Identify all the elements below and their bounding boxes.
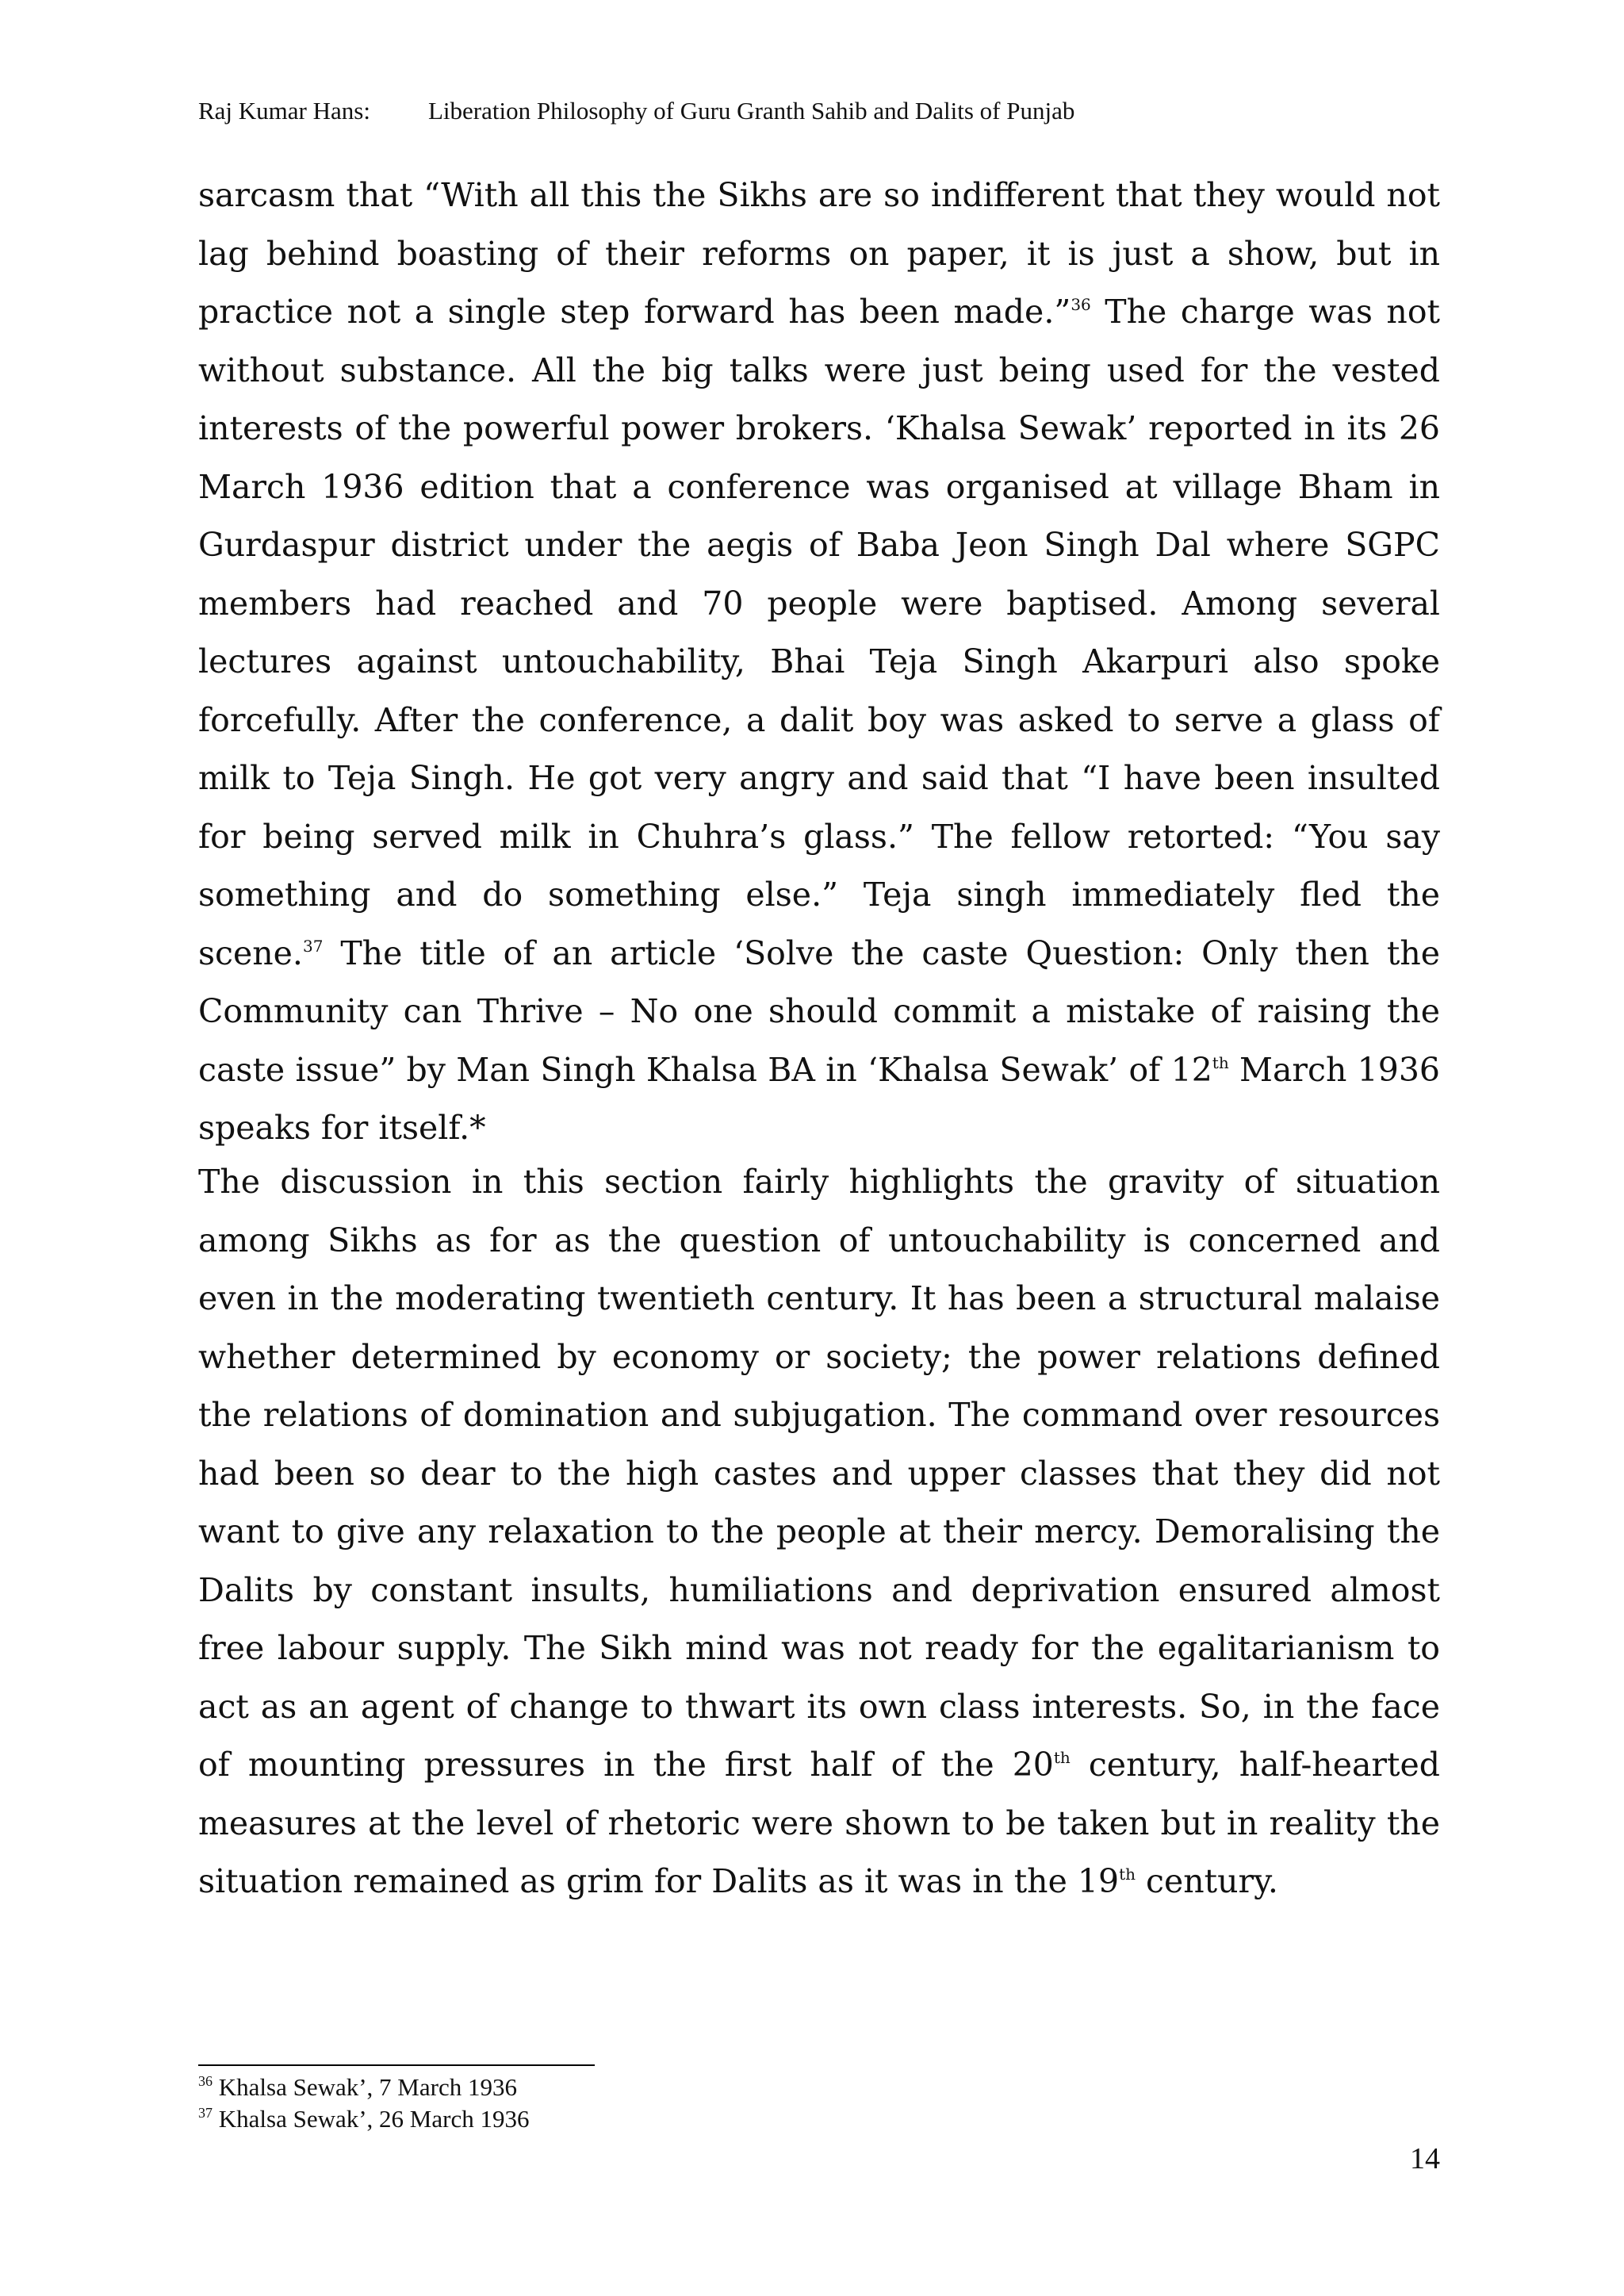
- paragraph-text: The title of an article ‘Solve the caste Question: Only then the Community can Thrive – No one should commit a mistake of raising the caste issue” by Man Singh Khalsa BA in ‘Khalsa Sewak’ of 12: [198, 933, 1440, 1089]
- paragraph-text: The discussion in this section fairly highlights the gravity of situation among Sikhs as for as the question of untouchability is concerned and even in the moderating twentieth century. It has been a structural malaise whether determined by economy or society; the power relations defined the relations of domination and subjugation. The command over resources had been so dear to the high castes and upper classes that they did not want to give any relaxation to the people at their mercy. Demoralising the Dalits by constant insults, humiliations and deprivation ensured almost free labour supply. The Sikh mind was not ready for the egalitarianism to act as an agent of change to thwart its own class interests. So, in the face of mounting pressures in the first half of the 20: [198, 1163, 1440, 1784]
- footnote-separator: [198, 2064, 595, 2066]
- footnote-number: 37: [198, 2105, 213, 2121]
- ordinal-suffix: th: [1119, 1865, 1136, 1884]
- footnotes: [198, 2072, 529, 2135]
- header-title: Liberation Philosophy of Guru Granth Sahib and Dalits of Punjab: [428, 97, 1075, 125]
- body-paragraph-1: [198, 167, 1440, 1158]
- footnote-text: Khalsa Sewak’, 7 March 1936: [213, 2073, 517, 2101]
- page-number: 14: [1410, 2142, 1440, 2175]
- paragraph-text: sarcasm that “With all this the Sikhs are so indifferent that they would not lag behind boasting of their reforms on paper, it is just a show, but in practice not a single step forward has been made.”: [198, 176, 1440, 331]
- footnote-reference: 37: [302, 936, 324, 956]
- paragraph-text: century, half-hearted measures at the level of rhetoric were shown to be taken but in reality the situation remained as grim for Dalits as it was in the 19: [198, 1746, 1440, 1900]
- ordinal-suffix: th: [1053, 1748, 1071, 1767]
- paragraph-text: The charge was not without substance. All the big talks were just being used for the vested interests of the powerful power brokers. ‘Khalsa Sewak’ reported in its 26 March 1936 edition that a conference was organised at village Bham in Gurdaspur district under the aegis of Baba Jeon Singh Dal where SGPC members had reached and 70 people were baptised. Among several lectures against untouchability, Bhai Teja Singh Akarpuri also spoke forcefully. After the conference, a dalit boy was asked to serve a glass of milk to Teja Singh. He got very angry and said that “I have been insulted for being served milk in Chuhra’s glass.” The fellow retorted: “You say something and do something else.” Teja singh immediately fled the scene.: [198, 293, 1440, 972]
- paragraph-text: century.: [1135, 1862, 1278, 1900]
- footnote-text: Khalsa Sewak’, 26 March 1936: [213, 2105, 530, 2133]
- header-author: Raj Kumar Hans:: [198, 97, 370, 125]
- footnote-36: [198, 2072, 529, 2103]
- footnote-37: [198, 2103, 529, 2135]
- ordinal-suffix: th: [1212, 1052, 1229, 1072]
- footnote-number: 36: [198, 2073, 213, 2089]
- running-header: [198, 97, 1074, 125]
- footnote-reference: 36: [1071, 295, 1091, 314]
- body-paragraph-2: [198, 1153, 1440, 1911]
- paragraph-text: March 1936 speaks for itself.*: [198, 1050, 1440, 1147]
